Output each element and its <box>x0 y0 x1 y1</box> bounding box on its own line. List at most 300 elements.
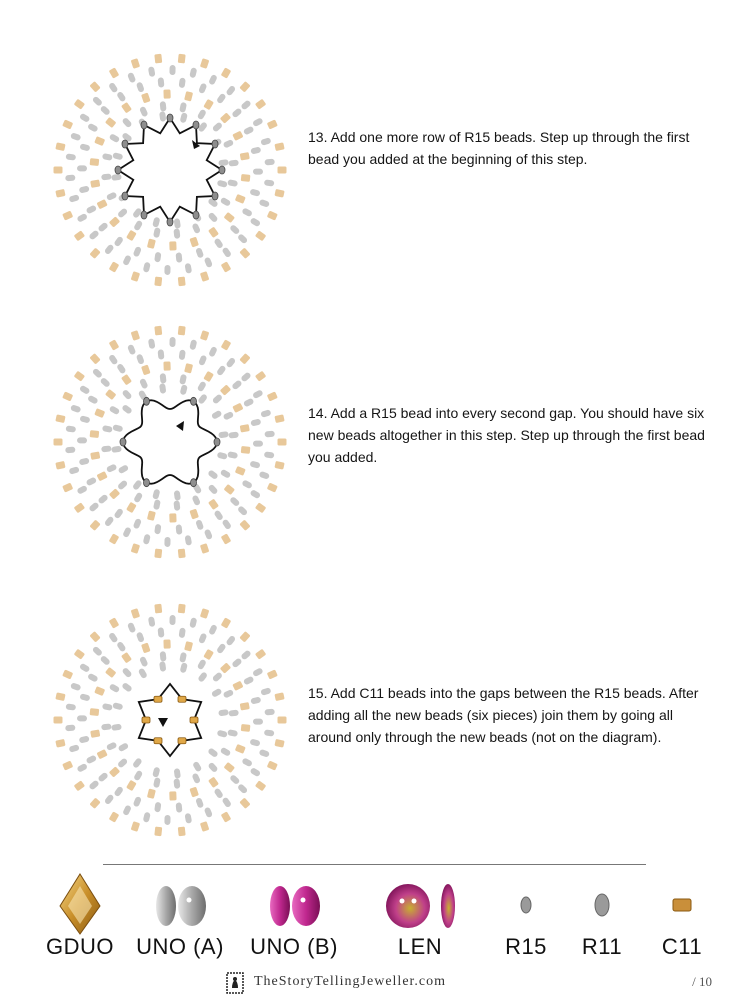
r11-bead <box>158 77 165 88</box>
c11-bead-icon <box>668 868 696 938</box>
r11-bead <box>79 663 91 673</box>
r11-bead <box>204 529 213 541</box>
c11-bead <box>131 608 140 619</box>
r15-bead <box>193 211 199 219</box>
c11-bead <box>89 798 100 809</box>
c11-bead <box>90 451 100 460</box>
r11-bead <box>179 77 186 88</box>
c11-bead <box>189 237 199 248</box>
c11-bead <box>274 189 284 198</box>
c11-bead <box>126 502 137 513</box>
r11-bead <box>195 247 204 258</box>
r11-bead <box>164 537 170 547</box>
legend-label: LEN <box>397 934 443 959</box>
c11-bead <box>109 617 120 628</box>
r11-bead <box>212 393 223 404</box>
c11-bead <box>131 330 140 341</box>
r11-bead <box>121 117 132 128</box>
c11-bead <box>105 117 116 128</box>
r11-bead <box>112 702 123 710</box>
r11-bead <box>122 526 132 538</box>
c11-bead <box>55 739 65 748</box>
r11-bead <box>139 106 149 118</box>
r11-bead <box>195 797 204 808</box>
r11-bead <box>191 223 201 235</box>
r11-bead <box>180 112 188 123</box>
r11-bead <box>86 477 98 487</box>
r11-bead <box>189 617 197 628</box>
c11-bead <box>267 669 278 679</box>
c11-bead <box>141 643 151 654</box>
r11-bead <box>253 169 263 175</box>
r11-bead <box>195 519 204 530</box>
r15-bead <box>214 438 220 446</box>
c11-bead <box>189 787 199 798</box>
r11-bead <box>117 207 128 218</box>
r11-bead <box>179 349 186 360</box>
r11-bead <box>184 813 192 824</box>
c11-bead <box>241 724 251 732</box>
c11-bead <box>235 466 246 476</box>
step-14 <box>0 322 750 562</box>
c11-bead <box>74 230 85 241</box>
r11-bead <box>176 524 183 535</box>
c11-bead <box>154 326 162 336</box>
r11-bead <box>152 489 160 500</box>
r11-bead <box>189 67 197 78</box>
r11-bead <box>153 499 161 510</box>
c11-bead <box>154 604 162 614</box>
r15-beads <box>120 397 220 486</box>
r11-bead <box>231 657 243 668</box>
r11-bead <box>227 729 238 737</box>
c11-bead <box>62 119 73 129</box>
r11-bead <box>207 762 218 773</box>
r11-bead <box>121 667 132 678</box>
r11-bead <box>217 452 228 460</box>
c11-bead <box>97 749 108 759</box>
r11-bead <box>65 175 75 182</box>
c11-bead <box>274 414 284 423</box>
r11-bead <box>249 188 260 196</box>
c11-bead <box>241 446 251 454</box>
c11-bead <box>189 509 199 520</box>
r11-bead <box>220 469 232 479</box>
r11-bead <box>216 365 227 377</box>
r11-bead <box>184 535 192 546</box>
c11-bead <box>74 780 85 791</box>
c11-bead <box>255 99 266 110</box>
r11-bead <box>136 631 145 642</box>
c11-bead <box>200 543 209 554</box>
r11-bead <box>159 111 166 122</box>
r11-bead <box>79 457 90 465</box>
r11-bead <box>259 471 270 480</box>
r11-bead <box>241 207 253 217</box>
r11-bead <box>117 479 128 490</box>
r11-bead <box>223 411 235 421</box>
c11-bead <box>89 353 100 364</box>
r11-bead <box>133 220 143 232</box>
r11-bead <box>197 671 208 683</box>
c11-bead <box>121 652 132 663</box>
c11-bead <box>239 520 250 531</box>
c11-bead <box>178 326 186 336</box>
r11-bead <box>106 741 118 751</box>
r11-bead <box>198 355 207 367</box>
r11-bead <box>197 381 207 393</box>
r11-bead <box>220 197 232 207</box>
r11-bead <box>154 252 161 263</box>
r11-bead <box>228 710 239 717</box>
r11-bead <box>174 768 181 779</box>
r11-bead <box>213 238 224 250</box>
r11-bead <box>88 501 99 512</box>
c11-bead <box>221 533 232 544</box>
r11-bead <box>86 755 98 765</box>
c11-bead <box>94 408 105 418</box>
r11-bead <box>143 812 151 823</box>
r11-bead <box>250 418 261 426</box>
r11-bead <box>218 159 229 166</box>
c11-bead <box>239 248 250 259</box>
legend-r11 <box>581 868 623 968</box>
r11-bead <box>132 479 143 491</box>
c11-bead <box>200 330 209 341</box>
legend-label: C11 <box>661 934 703 959</box>
r11-bead <box>191 773 201 785</box>
r11-bead <box>259 199 270 208</box>
c11-bead <box>154 54 162 64</box>
r15-bead <box>141 211 147 219</box>
r11-bead <box>79 415 90 423</box>
r11-bead <box>101 723 112 730</box>
r11-bead <box>116 641 127 653</box>
r15-bead <box>144 397 150 405</box>
r11-bead <box>92 646 103 657</box>
c11-bead <box>221 811 232 822</box>
legend-label: R11 <box>581 934 623 959</box>
thread-path <box>118 118 222 222</box>
r11-bead <box>231 379 243 390</box>
r11-bead <box>112 424 123 432</box>
r11-bead <box>97 772 109 783</box>
site-name: TheStoryTellingJeweller.com <box>254 974 447 989</box>
c11-bead <box>90 158 100 166</box>
legend-c11 <box>661 868 703 968</box>
c11-bead <box>178 696 186 702</box>
r11-bead <box>133 492 143 504</box>
c11-bead <box>241 174 251 182</box>
r11-bead <box>227 451 238 459</box>
r11-bead <box>198 633 207 645</box>
r11-bead <box>264 431 274 438</box>
c11-bead <box>74 649 85 660</box>
r11-bead <box>207 747 219 758</box>
r11-bead <box>260 137 271 146</box>
r11-bead <box>225 635 236 647</box>
r11-bead <box>153 227 161 238</box>
arrow-icon <box>176 421 184 431</box>
c11-bead <box>163 89 170 98</box>
r11-bead <box>79 113 91 123</box>
legend-label: UNO (B) <box>250 934 338 959</box>
c11-bead <box>178 827 186 837</box>
step-15 <box>0 600 750 840</box>
c11-bead <box>55 142 65 151</box>
c11-bead <box>154 827 162 837</box>
r11-bead <box>264 159 274 166</box>
r11-bead <box>118 742 130 752</box>
c11-bead <box>97 199 108 209</box>
r11-bead <box>241 757 253 767</box>
r11-bead <box>169 337 175 347</box>
r11-bead <box>113 508 124 520</box>
r11-bead <box>264 179 275 186</box>
c11-bead <box>255 649 266 660</box>
r11-bead <box>133 246 142 258</box>
c11-bead <box>220 662 231 673</box>
r11-bead <box>87 123 99 133</box>
r11-bead <box>211 688 223 698</box>
r11-bead <box>237 505 248 516</box>
r11-bead <box>240 371 251 382</box>
r11-bead <box>139 656 149 668</box>
r11-bead <box>113 786 124 798</box>
r11-bead <box>101 445 112 452</box>
r11-bead <box>164 265 170 275</box>
r11-bead <box>153 777 161 788</box>
r11-bead <box>108 82 119 94</box>
r11-bead <box>104 794 115 806</box>
r11-bead <box>173 778 180 789</box>
r11-bead <box>179 102 187 113</box>
r11-bead <box>109 133 121 143</box>
r11-bead <box>127 344 136 356</box>
r11-bead <box>127 622 136 634</box>
r11-bead <box>228 432 239 439</box>
r11-bead <box>154 802 161 813</box>
c11-bead <box>200 821 209 832</box>
r11-bead <box>252 117 264 127</box>
r15-bead <box>193 121 199 129</box>
c11-bead <box>278 717 287 724</box>
c11-bead <box>131 271 140 282</box>
c11-bead <box>109 811 120 822</box>
len-bead-icon <box>382 868 458 938</box>
r11-bead <box>76 213 88 223</box>
c11-bead <box>131 821 140 832</box>
r11-bead <box>143 262 151 273</box>
gduo-bead-icon <box>50 868 110 938</box>
r11-bead <box>122 254 132 266</box>
r11-bead <box>223 139 235 149</box>
c11-bead <box>62 483 73 493</box>
c11-bead <box>274 739 284 748</box>
c11-bead <box>131 543 140 554</box>
r11-bead <box>197 659 207 671</box>
r11-bead <box>217 180 228 188</box>
r11-bead <box>179 652 187 663</box>
stamp-logo-icon <box>226 972 244 994</box>
c11-bead <box>278 439 287 446</box>
r11-bead <box>79 143 90 151</box>
c11-bead <box>74 99 85 110</box>
c11-bead <box>54 439 63 446</box>
r15-bead <box>167 218 173 226</box>
legend-label: UNO (A) <box>136 934 224 959</box>
r11-bead <box>70 682 81 691</box>
c11-bead <box>169 241 176 250</box>
r11-bead <box>197 393 208 405</box>
r11-bead <box>79 385 91 395</box>
c11-bead <box>62 391 73 401</box>
r11-bead <box>109 683 121 693</box>
c11-bead <box>220 112 231 123</box>
c11-bead <box>126 780 137 791</box>
r11-bead <box>111 446 122 453</box>
r11-bead <box>159 383 166 394</box>
r11-bead <box>65 425 76 432</box>
c11-bead <box>154 549 162 559</box>
r11-bead <box>173 228 180 239</box>
legend-uno-b <box>250 868 338 968</box>
r11-bead <box>189 339 197 350</box>
uno-a-bead-icon <box>148 868 212 938</box>
c11-bead <box>178 738 186 744</box>
uno-b-bead-icon <box>262 868 326 938</box>
c11-bead <box>184 91 193 101</box>
c11-bead <box>142 717 150 723</box>
step-13-text: 13. Add one more row of R15 beads. Step up through the first bead you added at the beginning of this step. <box>308 129 690 167</box>
r11-bead <box>220 747 232 757</box>
c11-bead <box>109 766 120 777</box>
r11-bead <box>152 767 160 778</box>
c11-bead <box>221 261 232 272</box>
c11-bead <box>154 738 162 744</box>
r11-bead <box>79 185 90 193</box>
c11-bead <box>109 533 120 544</box>
c11-bead <box>109 67 120 78</box>
r11-bead <box>240 99 251 110</box>
c11-bead <box>126 230 137 241</box>
c11-bead <box>203 649 214 660</box>
c11-bead <box>163 361 170 370</box>
r15-bead <box>122 140 128 148</box>
r11-bead <box>158 349 165 360</box>
c11-bead <box>147 238 156 248</box>
r11-bead <box>87 673 99 683</box>
r11-bead <box>160 101 167 112</box>
c11-bead <box>62 211 73 221</box>
c11-bead <box>121 374 132 385</box>
r11-bead <box>102 425 113 433</box>
r11-bead <box>213 510 224 522</box>
r11-bead <box>176 802 183 813</box>
c11-bead <box>255 371 266 382</box>
c11-bead <box>54 167 63 174</box>
r11-bead <box>111 174 122 181</box>
r11-bead <box>228 160 239 167</box>
c11-bead <box>89 248 100 259</box>
r11-bead <box>169 65 175 75</box>
r11-bead <box>179 627 186 638</box>
c11-bead <box>74 502 85 513</box>
r11-bead <box>136 353 145 364</box>
c11-bead <box>54 717 63 724</box>
r11-bead <box>164 815 170 825</box>
c11-bead <box>274 142 284 151</box>
c11-bead <box>178 277 186 287</box>
r11-bead <box>197 109 207 121</box>
legend-label: R15 <box>505 934 547 959</box>
c11-bead <box>131 58 140 69</box>
r11-bead <box>109 405 121 415</box>
r11-bead <box>212 121 223 132</box>
c11-bead <box>224 212 235 223</box>
r11-bead <box>68 744 79 753</box>
step-13 <box>0 50 750 290</box>
c11-bead <box>62 761 73 771</box>
c11-beads <box>142 696 198 744</box>
r11-bead <box>136 81 145 92</box>
r11-bead <box>76 763 88 773</box>
r11-bead <box>117 757 128 768</box>
r11-bead <box>260 409 271 418</box>
c11-bead <box>163 639 170 648</box>
step-13-diagram <box>50 50 290 290</box>
r11-bead <box>77 437 87 443</box>
r15-bead <box>191 397 197 405</box>
r11-bead <box>198 83 207 95</box>
r11-bead <box>216 643 227 655</box>
r11-bead <box>133 518 142 530</box>
r11-bead <box>176 252 183 263</box>
c11-bead <box>224 484 235 495</box>
c11-bead <box>62 669 73 679</box>
c11-bead <box>121 102 132 113</box>
r11-bead <box>65 447 75 454</box>
c11-bead <box>55 414 65 423</box>
r11-bead <box>264 709 274 716</box>
c11-bead <box>184 641 193 651</box>
r11-bead <box>108 632 119 644</box>
c11-bead <box>200 58 209 69</box>
legend-gduo <box>46 868 114 968</box>
c11-bead <box>169 513 176 522</box>
c11-bead <box>109 339 120 350</box>
c11-bead <box>89 631 100 642</box>
c11-bead <box>89 81 100 92</box>
c11-bead <box>94 136 105 146</box>
r11-bead <box>102 703 113 711</box>
r11-bead <box>250 146 261 154</box>
r11-bead <box>87 395 99 405</box>
r11-bead <box>212 671 223 682</box>
r11-bead <box>174 218 181 229</box>
c11-bead <box>232 131 243 141</box>
r11-bead <box>121 682 133 693</box>
r11-bead <box>133 770 143 782</box>
r11-bead <box>240 649 251 660</box>
step-15-text: 15. Add C11 beads into the gaps between the R15 beads. After adding all the new beads (six pieces) join them by going all around only through the new beads (not on the diagram). <box>308 685 699 745</box>
r11-bead <box>148 338 156 349</box>
r11-bead <box>243 676 255 686</box>
c11-bead <box>74 371 85 382</box>
r11-bead <box>79 693 90 701</box>
c11-bead <box>109 216 120 227</box>
r15-bead <box>120 438 126 446</box>
